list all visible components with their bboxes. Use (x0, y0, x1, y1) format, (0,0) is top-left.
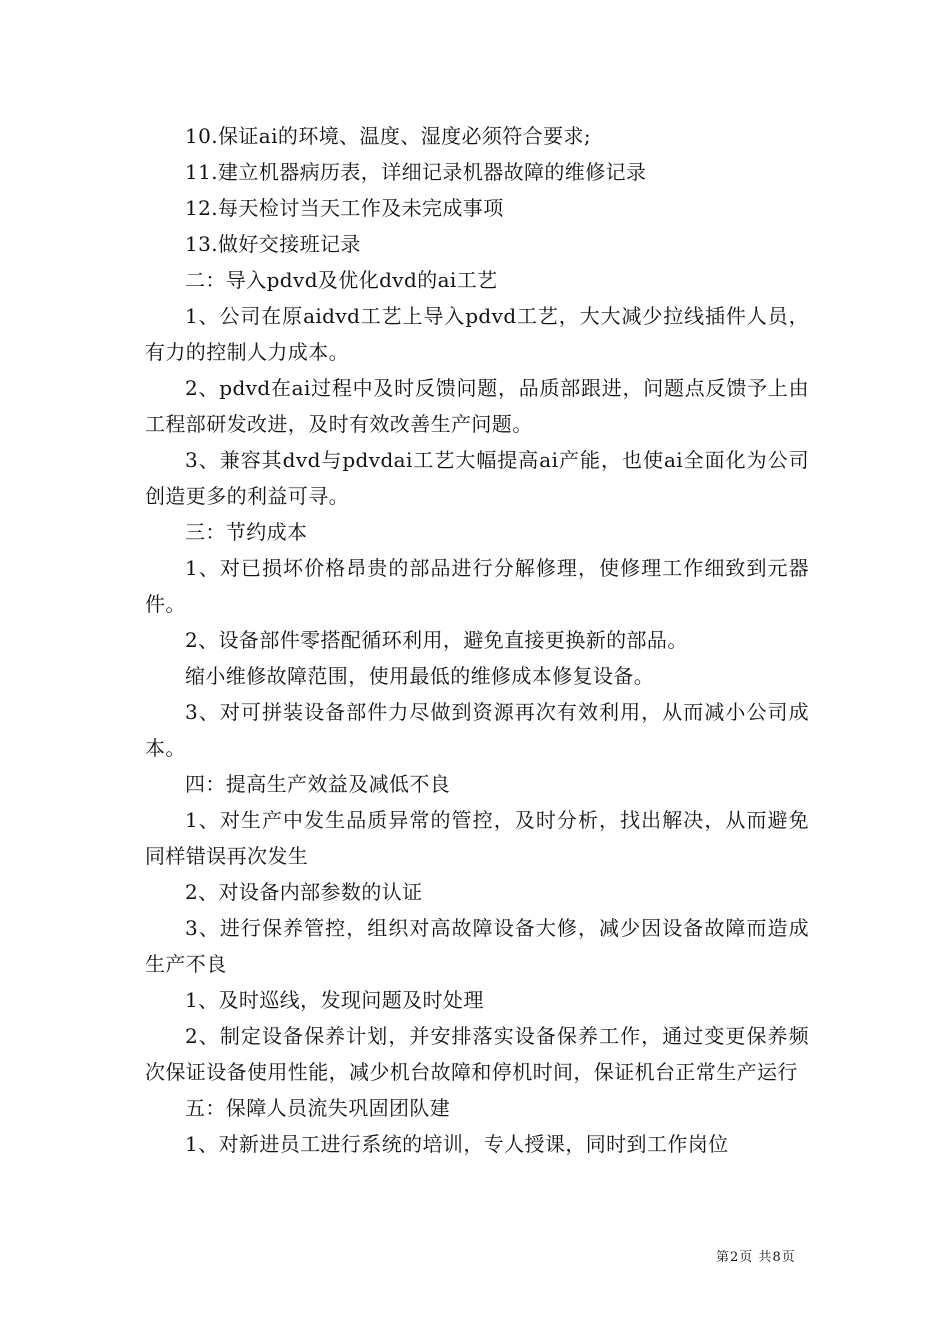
section-heading-5: 五：保障人员流失巩固团队建 (185, 1096, 451, 1120)
footer-suffix: 页 (781, 1250, 796, 1265)
section-heading-3: 三：节约成本 (185, 520, 308, 544)
paragraph-15: 1、对生产中发生品质异常的管控，及时分析，找出解决，从而避免同样错误再次发生 (145, 808, 809, 868)
paragraph-1: 10.保证ai的环境、温度、湿度必须符合要求; (185, 124, 592, 148)
page-number-footer (716, 1246, 796, 1265)
paragraph-10: 1、对已损坏价格昂贵的部品进行分解修理，使修理工作细致到元器件。 (145, 556, 809, 616)
footer-current-page: 2 (730, 1250, 740, 1265)
footer-prefix: 第 (716, 1250, 731, 1265)
paragraph-3: 12.每天检讨当天工作及未完成事项 (185, 196, 504, 220)
paragraph-6: 1、公司在原aidvd工艺上导入pdvd工艺，大大减少拉线插件人员，有力的控制人力成本。 (145, 304, 809, 364)
paragraph-4: 13.做好交接班记录 (185, 232, 361, 256)
paragraph-17: 3、进行保养管控，组织对高故障设备大修，减少因设备故障而造成生产不良 (145, 916, 809, 976)
footer-middle: 页 共 (739, 1250, 773, 1265)
paragraph-13: 3、对可拼装设备部件力尽做到资源再次有效利用，从而减小公司成本。 (145, 700, 809, 760)
document-body (145, 118, 809, 1162)
paragraph-11: 2、设备部件零搭配循环利用，避免直接更换新的部品。 (185, 628, 688, 652)
paragraph-21: 1、对新进员工进行系统的培训，专人授课，同时到工作岗位 (185, 1132, 729, 1156)
section-heading-2: 二：导入pdvd及优化dvd的ai工艺 (185, 268, 498, 292)
paragraph-2: 11.建立机器病历表，详细记录机器故障的维修记录 (185, 160, 647, 184)
footer-total-pages: 8 (772, 1250, 782, 1265)
paragraph-7: 2、pdvd在ai过程中及时反馈问题，品质部跟进，问题点反馈予上由工程部研发改进，及时有效改善生产问题。 (145, 376, 809, 436)
paragraph-18: 1、及时巡线，发现问题及时处理 (185, 988, 484, 1012)
paragraph-16: 2、对设备内部参数的认证 (185, 880, 423, 904)
paragraph-12: 缩小维修故障范围，使用最低的维修成本修复设备。 (185, 664, 655, 688)
section-heading-4: 四：提高生产效益及减低不良 (185, 772, 451, 796)
paragraph-8: 3、兼容其dvd与pdvdai工艺大幅提高ai产能，也使ai全面化为公司创造更多的利益可寻。 (145, 448, 809, 508)
paragraph-19: 2、制定设备保养计划，并安排落实设备保养工作，通过变更保养频次保证设备使用性能，减少机台故障和停机时间，保证机台正常生产运行 (145, 1024, 809, 1084)
